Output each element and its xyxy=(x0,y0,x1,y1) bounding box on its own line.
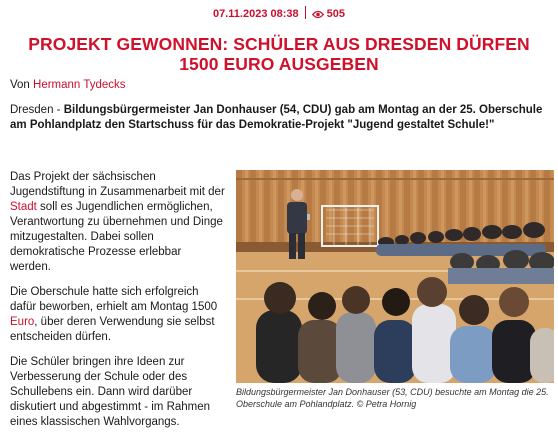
author-link[interactable]: Hermann Tydecks xyxy=(33,79,126,91)
eye-icon xyxy=(312,10,324,22)
lead-separator: - xyxy=(53,104,64,116)
photo-credit: © Petra Hornig xyxy=(356,399,417,409)
article-lead xyxy=(10,103,548,133)
body-text: Das Projekt der sächsischen Jugendstiftung in Zusammenarbeit mit der xyxy=(10,171,225,198)
article-headline: PROJEKT GEWONNEN: SCHÜLER AUS DRESDEN DÜRFEN 1500 EURO AUSGEBEN xyxy=(28,34,530,74)
caption-text: Bildungsbürgermeister Jan Donhauser (53, CDU) besuchte am Montag die 25. Oberschule am Pohlandplatz. xyxy=(236,387,549,409)
body-text: , über deren Verwendung sie selbst entscheiden dürfen. xyxy=(10,316,215,343)
lead-city: Dresden xyxy=(10,104,54,116)
byline-prefix: Von xyxy=(10,79,30,91)
byline xyxy=(10,79,126,91)
body-paragraph-3: Die Schüler bringen ihre Ideen zur Verbesserung der Schule oder des Schullebens ein. Dann wird darüber diskutiert und abgestimmt - im Rahmen eines klassischen Wahlvorgangs. xyxy=(10,356,211,428)
stadt-link[interactable]: Stadt xyxy=(10,201,37,213)
body-text: soll es Jugendlichen ermöglichen, Verantwortung zu übernehmen und Dinge mitzugestalten. Dabei sollen demokratische Prozesse erlebbar werden. xyxy=(10,201,223,273)
view-count: 505 xyxy=(326,8,345,20)
body-paragraph-2 xyxy=(10,285,225,345)
lead-text: Bildungsbürgermeister Jan Donhauser (54, CDU) gab am Montag an der 25. Oberschule am Pohlandplatz den Startschuss für das Demokratie-Projekt "Jugend gestaltet Schule!" xyxy=(10,104,543,131)
body-paragraph-1 xyxy=(10,170,225,275)
article-body xyxy=(10,170,225,440)
publish-datetime: 07.11.2023 08:38 xyxy=(213,8,299,20)
photo-caption xyxy=(236,386,554,410)
body-text: Die Oberschule hatte sich erfolgreich dafür beworben, erhielt am Montag 1500 xyxy=(10,286,218,313)
photo-illustration xyxy=(236,170,554,383)
article-photo[interactable] xyxy=(236,170,554,383)
euro-link[interactable]: Euro xyxy=(10,316,35,328)
meta-divider xyxy=(305,6,306,19)
article-meta xyxy=(0,6,558,22)
